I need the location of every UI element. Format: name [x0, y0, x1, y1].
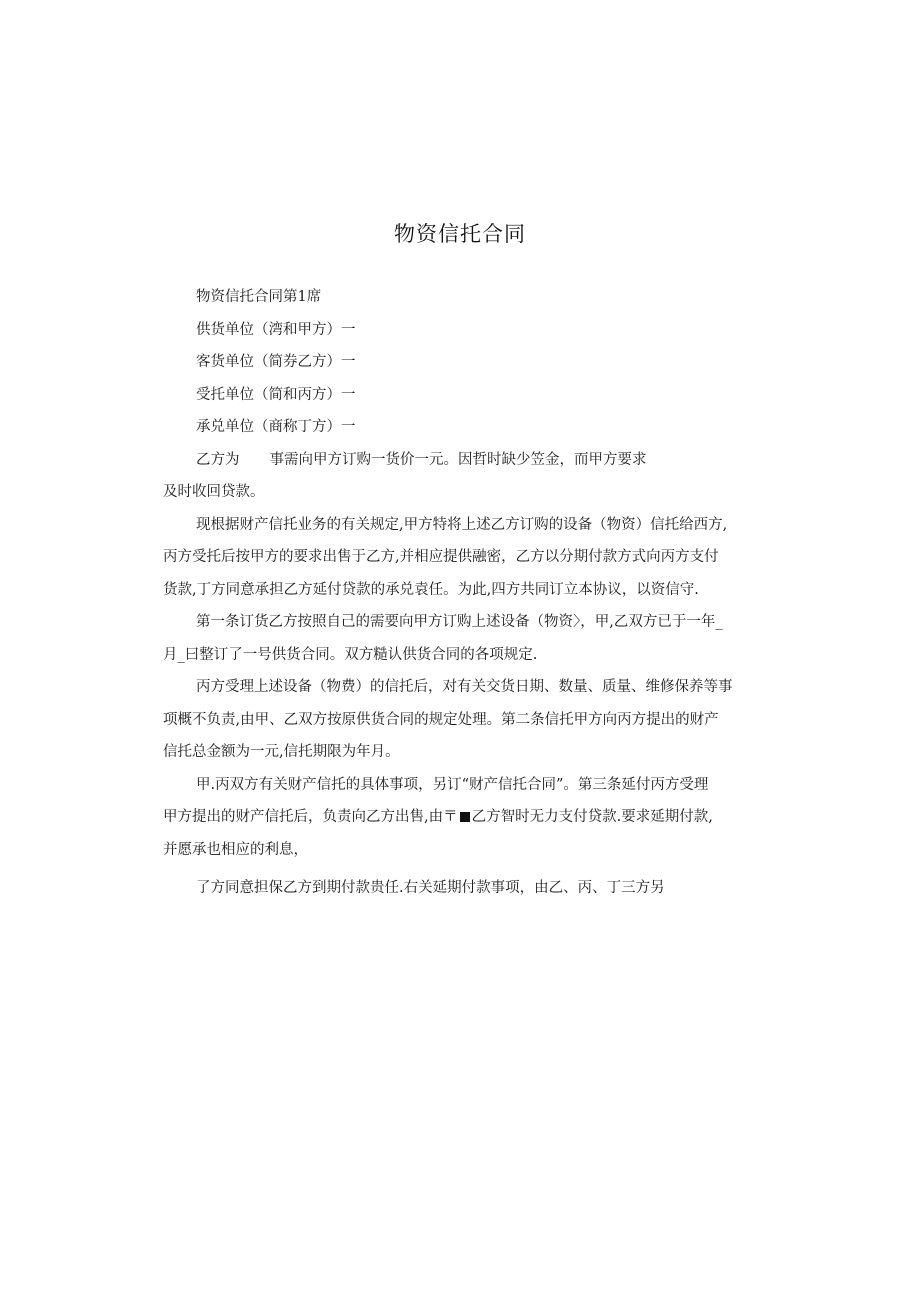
paragraph-text: 事需向甲方订购一货价一元。因哲时缺少笠金，而甲方要求 — [269, 451, 647, 468]
document-body — [163, 281, 773, 905]
header-line-buyer: 客货单位（简券乙方）一 — [196, 354, 356, 370]
paragraph-line: 了方同意担保乙方到期付款贵任.右关延期付款事项，由乙、丙、丁三方另 — [196, 880, 665, 896]
paragraph-line — [163, 801, 773, 834]
header-line-trustee: 受托单位（简和丙方）一 — [196, 386, 356, 403]
header-line-acceptor: 承兑单位（商称丁方）一 — [196, 419, 356, 435]
paragraph-line: 甲.丙双方有关财产信托的具体事项，另订“财产信托合同”。第三条延付丙方受理 — [196, 776, 709, 793]
paragraph-line: 丙方受托后按甲方的要求出售于乙方,并相应提供融密，乙方以分期付款方式向丙方支付 — [163, 549, 719, 565]
paragraph-text: 乙方智时无力支付贷款.要求延期付款, — [471, 809, 713, 825]
ink-blot-mark — [460, 812, 470, 822]
paragraph-line: 月_曰整订了一号供货合同。双方糙认供货合同的各项规定. — [163, 646, 538, 663]
paragraph-line: 并愿承也相应的利息， — [163, 841, 308, 858]
paragraph-line: 货款,丁方同意承担乙方延付贷款的承兑袁任。为此,四方共同订立本协议，以资信守. — [163, 581, 699, 598]
paragraph-line: 现根据财产信托业务的有关规定,甲方特将上述乙方订购的设备（物资）信托给西方, — [196, 516, 728, 533]
paragraph-line: 第一条订货乙方按照自己的需要向甲方订购上述设备（物资〉，甲,乙双方已于一年_ — [196, 614, 723, 630]
paragraph-text: 乙方为 — [196, 451, 240, 468]
paragraph-line: 及时收回贷款。 — [163, 484, 265, 500]
header-line-supplier: 供货单位（湾和甲方）一 — [196, 321, 356, 338]
paragraph-text: 甲方提出的财产信托后，负责向乙方出售,由 — [163, 809, 444, 825]
paragraph-line — [163, 444, 773, 477]
document-title: 物资信托合同 — [394, 222, 526, 246]
paragraph-line: 信托总金额为一元,信托期限为年月。 — [163, 744, 400, 760]
paragraph-line: 项概不负责,由甲、乙双方按原供货合同的规定处理。第二条信托甲方向丙方提出的财产 — [163, 711, 719, 728]
header-line-contract-no: 物资信托合同第1席 — [196, 289, 322, 305]
paragraph-line: 丙方受理上述设备（物费）的信托后，对有关交货日期、数量、质量、维修保养等事 — [196, 679, 733, 695]
garbled-glyph: 〒 — [443, 809, 458, 825]
